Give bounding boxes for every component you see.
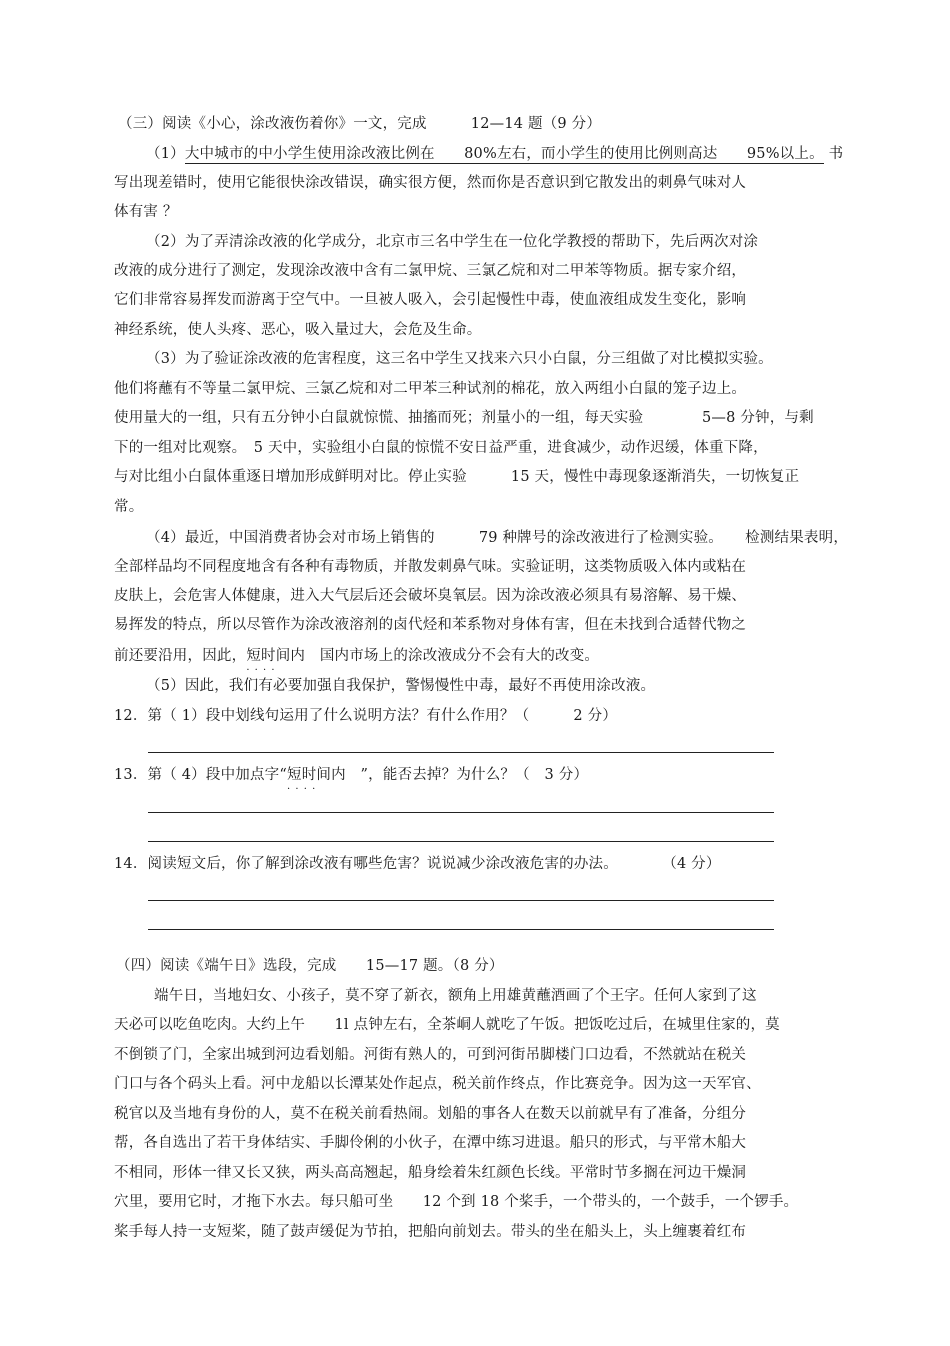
- s4-line7: 不相同，形体一律又长又狭，两头高高翘起，船身绘着朱红颜色长线。平常时节多搁在河边干燥洞: [114, 1165, 747, 1181]
- p4-line3: 皮肤上，会危害人体健康，进入大气层后还会破坏臭氧层。因为涂改液必须具有易溶解、易干燥、: [114, 588, 747, 604]
- answer-line-q14-2[interactable]: [148, 929, 774, 930]
- p3-line6: 常。: [114, 499, 144, 515]
- s4-line1: 端午日，当地妇女、小孩子，莫不穿了新衣，额角上用雄黄蘸酒画了个王字。任何人家到了这: [154, 988, 757, 1004]
- s4-line9: 桨手每人持一支短桨，随了鼓声缓促为节拍，把船向前划去。带头的坐在船头上，头上缠裹着红布: [114, 1224, 747, 1240]
- dotted-words: 短时间内 · · · ·: [246, 648, 305, 664]
- p3-line1: （3）为了验证涂改液的危害程度，这三名中学生又找来六只小白鼠，分三组做了对比模拟实验。: [146, 351, 773, 367]
- p4-line5-start: 前还要沿用，因此，: [114, 648, 247, 664]
- p1-line1: [146, 144, 843, 164]
- q13-dotted-words: 短时间内 · · · ·: [287, 767, 346, 783]
- underlined-sentence: 大中城市的中小学生使用涂改液比例在 80%左右，而小学生的使用比例则高达 95%以上。: [184, 146, 824, 162]
- s4-line6: 帮，各自选出了若干身体结实、手脚伶俐的小伙子，在潭中练习进退。船只的形式，与平常木船大: [114, 1135, 747, 1151]
- section4-heading: （四）阅读《端午日》选段，完成 15—17 题。（8 分）: [116, 958, 504, 974]
- p1-line3: 体有害 ？: [114, 204, 178, 220]
- s4-line2: 天必可以吃鱼吃肉。大约上午 1l 点钟左右，全茶峒人就吃了午饭。把饭吃过后，在城里住家的，莫: [114, 1017, 780, 1033]
- answer-line-q12[interactable]: [148, 752, 774, 753]
- s4-line3: 不倒锁了门，全家出城到河边看划船。河街有熟人的，可到河街吊脚楼门口边看，不然就站在税关: [114, 1047, 747, 1063]
- p1-line2: 写出现差错时，使用它能很快涂改错误，确实很方便，然而你是否意识到它散发出的刺鼻气味对人: [114, 175, 747, 191]
- p4-line4: 易挥发的特点，所以尽管作为涂改液溶剂的卤代烃和苯系物对身体有害，但在未找到合适替代物之: [114, 617, 747, 633]
- p3-line5: 与对比组小白鼠体重逐日增加形成鲜明对比。停止实验 15 天，慢性中毒现象逐渐消失，一切恢复正: [114, 469, 800, 485]
- p2-line2: 改液的成分进行了测定，发现涂改液中含有二氯甲烷、三氯乙烷和对二甲苯等物质。据专家介绍，: [114, 263, 747, 279]
- p4-line5: [114, 646, 599, 666]
- p3-line2: 他们将蘸有不等量二氯甲烷、三氯乙烷和对二甲苯三种试剂的棉花，放入两组小白鼠的笼子边上。: [114, 381, 747, 397]
- p2-line3: 它们非常容易挥发而游离于空气中。一旦被人吸入，会引起慢性中毒，使血液组成发生变化，影响: [114, 292, 747, 308]
- p2-line1: （2）为了弄清涂改液的化学成分，北京市三名中学生在一位化学教授的帮助下，先后两次对涂: [146, 234, 759, 250]
- p4-line5-end: 国内市场上的涂改液成分不会有大的改变。: [305, 648, 600, 664]
- answer-line-q13-1[interactable]: [148, 812, 774, 813]
- s4-line4: 门口与各个码头上看。河中龙船以长潭某处作起点，税关前作终点，作比赛竞争。因为这一天军官、: [114, 1076, 761, 1092]
- answer-line-q13-2[interactable]: [148, 841, 774, 842]
- p3-line3: 使用量大的一组，只有五分钟小白鼠就惊慌、抽搐而死；剂量小的一组，每天实验 5—8 分钟，与剩: [114, 410, 814, 426]
- q13-end: ”，能否去掉？为什么？（ 3 分）: [345, 767, 589, 783]
- p2-line4: 神经系统，使人头疼、恶心，吸入量过大，会危及生命。: [114, 322, 482, 338]
- p4-line2: 全部样品均不同程度地含有各种有毒物质，并散发刺鼻气味。实验证明，这类物质吸入体内或粘在: [114, 559, 747, 575]
- question-13: [114, 765, 588, 785]
- s4-line5: 税官以及当地有身份的人，莫不在税关前看热闹。划船的事各人在数天以前就早有了准备，分组分: [114, 1106, 747, 1122]
- answer-line-q14-1[interactable]: [148, 900, 774, 901]
- p4-line1: （4）最近，中国消费者协会对市场上销售的 79 种牌号的涂改液进行了检测实验。 检测结果表明，: [146, 530, 849, 546]
- paragraph-5: （5）因此，我们有必要加强自我保护，警惕慢性中毒，最好不再使用涂改液。: [146, 678, 656, 694]
- p3-line4: 下的一组对比观察。 5 天中，实验组小白鼠的惊慌不安日益严重，进食减少，动作迟缓，体重下降，: [114, 440, 768, 456]
- s4-line8: 穴里，要用它时，才拖下水去。每只船可坐 12 个到 18 个桨手，一个带头的，一个鼓手，一个锣手。: [114, 1194, 799, 1210]
- p1-tail: 书: [823, 146, 844, 162]
- p1-number: （1）: [146, 146, 185, 162]
- question-12: 12．第（ 1）段中划线句运用了什么说明方法？有什么作用？（ 2 分）: [114, 708, 618, 724]
- question-14: 14．阅读短文后，你了解到涂改液有哪些危害？说说减少涂改液危害的办法。 （4 分）: [114, 856, 721, 872]
- q13-start: 13．第（ 4）段中加点字“: [114, 767, 287, 783]
- section3-heading: （三）阅读《小心，涂改液伤着你》一文，完成 12—14 题（9 分）: [118, 116, 602, 132]
